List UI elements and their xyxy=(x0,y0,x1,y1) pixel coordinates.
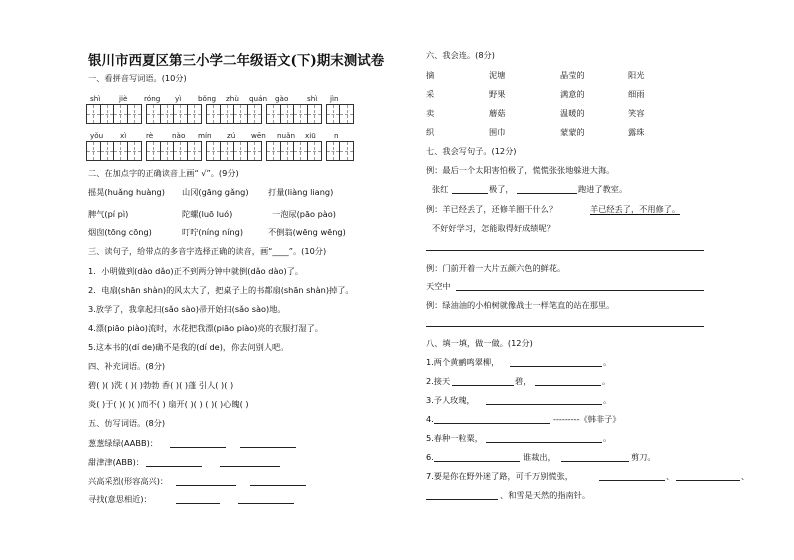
s2-item[interactable]: 脾气(pí pì) xyxy=(88,209,129,219)
pinyin-12: xì xyxy=(120,131,127,140)
match-item[interactable]: 蘑菇 xyxy=(489,108,506,118)
s7-q3-start: 天空中 xyxy=(426,281,451,291)
s7-question: 不好好学习，怎能取得好成绩呢？ xyxy=(432,223,555,233)
answer-blank[interactable] xyxy=(176,485,236,486)
section-8-heading: 八、填一填，做一做。(12分) xyxy=(426,338,533,348)
section-7-heading: 七、我会写句子。(12分) xyxy=(426,146,517,156)
pinyin-6: zhù xyxy=(226,94,239,103)
s2-item[interactable]: 摇晃(huǎng huàng) xyxy=(88,187,165,197)
writing-grid[interactable] xyxy=(146,104,202,124)
s3-sentence[interactable]: 2．电扇(shān shàn)的风太大了，把桌子上的书都扇(shān shàn)掉了。 xyxy=(88,285,354,295)
answer-blank[interactable] xyxy=(220,466,280,467)
pinyin-4: yì xyxy=(175,94,182,103)
pinyin-16: zú xyxy=(227,131,236,140)
s7-example: 例：门前开着一大片五颜六色的鲜花。 xyxy=(426,263,566,273)
answer-blank[interactable] xyxy=(426,499,498,500)
match-item[interactable]: 露珠 xyxy=(628,127,645,137)
section-5-heading: 五、仿写词语。(8分) xyxy=(88,418,166,428)
s5-label: 葱葱绿绿(AABB)： xyxy=(88,438,158,448)
s7-q1-end: 跑进了教室。 xyxy=(578,184,628,194)
pinyin-15: mín xyxy=(198,131,212,140)
s8-period: 。 xyxy=(603,395,612,405)
pinyin-9: shì xyxy=(307,94,318,103)
s8-line: 1.两个黄鹂鸣翠柳， xyxy=(426,357,500,367)
s8-period: 。 xyxy=(603,433,612,443)
answer-blank[interactable] xyxy=(452,193,488,194)
s8-line: 4. xyxy=(426,414,434,424)
section-3-heading: 三、读句子，给带点的多音字选择正确的读音，画“____”。(10分) xyxy=(88,246,327,256)
match-item[interactable]: 野果 xyxy=(489,89,506,99)
writing-grid[interactable] xyxy=(206,141,262,161)
s8-period: 。 xyxy=(602,376,611,386)
answer-blank[interactable] xyxy=(486,442,602,443)
pinyin-7: quán xyxy=(249,94,268,103)
writing-grid[interactable] xyxy=(206,104,262,124)
writing-grid[interactable] xyxy=(326,104,354,124)
answer-blank[interactable] xyxy=(240,447,296,448)
answer-blank[interactable] xyxy=(510,366,602,367)
s8-source: ---------《韩非子》 xyxy=(553,414,621,424)
answer-line[interactable] xyxy=(426,250,704,251)
section-2-heading: 二、在加点字的正确读音上画“ √”。(9分) xyxy=(88,168,239,178)
s7-q1-start: 张红 xyxy=(432,184,449,194)
s2-item[interactable]: 叮咛(níng níng) xyxy=(182,227,244,237)
s2-item[interactable]: 陀螺(luō luó) xyxy=(182,209,233,219)
answer-blank[interactable] xyxy=(434,423,550,424)
s7-example: 例：羊已经丢了，还修羊圈干什么？ xyxy=(426,204,558,214)
s3-sentence[interactable]: 1．小明做到(dào dǎo)正不到两分钟中就倒(dǎo dào)了。 xyxy=(88,266,304,276)
s8-line: 5.春种一粒粟， xyxy=(426,433,483,443)
pinyin-1: shì xyxy=(90,94,101,103)
answer-blank[interactable] xyxy=(146,466,202,467)
s2-item[interactable]: 烟囱(tōng cōng) xyxy=(88,227,152,237)
match-item[interactable]: 采 xyxy=(426,89,435,99)
answer-blank[interactable] xyxy=(517,193,577,194)
answer-blank[interactable] xyxy=(452,385,514,386)
match-item[interactable]: 泥塘 xyxy=(489,70,506,80)
answer-blank[interactable] xyxy=(250,485,306,486)
s7-example: 例：最后一个太阳害怕极了，慌慌张张地躲进大海。 xyxy=(426,165,615,175)
answer-blank[interactable] xyxy=(486,404,602,405)
s3-sentence[interactable]: 5.这本书的(dí de)确不是我的(dí de)，你去问别人吧。 xyxy=(88,342,289,352)
section-1-heading: 一、看拼音写词语。(10分) xyxy=(88,73,187,83)
pinyin-10: jìn xyxy=(330,94,339,103)
answer-line[interactable] xyxy=(426,326,704,327)
s7-example-answer: 羊已经丢了，不用修了。 xyxy=(590,204,681,214)
s7-q1-mid: 极了， xyxy=(489,184,514,194)
answer-blank[interactable] xyxy=(676,480,740,481)
writing-grid[interactable] xyxy=(326,141,354,161)
s2-item[interactable]: 一泡尿(pāo pào) xyxy=(272,209,337,219)
answer-blank[interactable] xyxy=(434,461,520,462)
s3-sentence[interactable]: 3.放学了，我拿起扫(sǎo sào)帚开始扫(sǎo sào)地。 xyxy=(88,304,286,314)
s8-line: 、和雪是天然的指南针。 xyxy=(500,490,591,500)
match-item[interactable]: 摘 xyxy=(426,70,435,80)
answer-blank[interactable] xyxy=(599,480,665,481)
pinyin-19: xiū xyxy=(305,131,316,140)
pinyin-13: rè xyxy=(146,131,154,140)
match-item[interactable]: 满意的 xyxy=(560,89,585,99)
section-6-heading: 六、我会连。(8分) xyxy=(426,50,495,60)
pinyin-18: nuǎn xyxy=(277,131,296,140)
s8-mid: 碧， xyxy=(515,376,532,386)
match-item[interactable]: 温暖的 xyxy=(560,108,585,118)
match-item[interactable]: 笑容 xyxy=(628,108,645,118)
match-item[interactable]: 阳光 xyxy=(628,70,645,80)
s2-item[interactable]: 不倒翁(wēng wēng) xyxy=(268,227,346,237)
answer-blank[interactable] xyxy=(170,447,226,448)
answer-blank[interactable] xyxy=(535,385,601,386)
pinyin-11: yǒu xyxy=(90,131,104,140)
pinyin-2: jiè xyxy=(119,94,128,103)
pinyin-8: gào xyxy=(275,94,289,103)
writing-grid[interactable] xyxy=(86,141,142,161)
pinyin-3: róng xyxy=(144,94,161,103)
match-item[interactable]: 细雨 xyxy=(628,89,645,99)
match-item[interactable]: 晶莹的 xyxy=(560,70,585,80)
pinyin-17: wēn xyxy=(251,131,266,140)
section-4-heading: 四、补充词语。(8分) xyxy=(88,361,166,371)
writing-grid[interactable] xyxy=(266,104,322,124)
writing-grid[interactable] xyxy=(86,104,142,124)
pinyin-20: n xyxy=(334,131,339,140)
match-item[interactable]: 卖 xyxy=(426,108,435,118)
s8-mid: 谁裁出， xyxy=(523,452,556,462)
s8-line: 2.接天 xyxy=(426,376,451,386)
answer-line[interactable] xyxy=(456,290,704,291)
s5-label: 寻找(意思相近)： xyxy=(88,494,152,504)
pinyin-5: bǒng xyxy=(198,94,217,103)
answer-blank[interactable] xyxy=(561,461,629,462)
s5-label: 甜津津(ABB)： xyxy=(88,457,144,467)
match-item[interactable]: 织 xyxy=(426,127,435,137)
pinyin-14: nào xyxy=(172,131,186,140)
s2-item[interactable]: 打量(liàng liang) xyxy=(268,187,334,197)
page-title: 银川市西夏区第三小学二年级语文(下)期末测试卷 xyxy=(88,53,385,69)
s8-line: 3.予人玫瑰， xyxy=(426,395,475,405)
match-item[interactable]: 围巾 xyxy=(489,127,506,137)
s2-item[interactable]: 山冈(gāng gǎng) xyxy=(182,187,249,197)
s4-line[interactable]: 炎( )于( )( )( )而不( ) 扇开( )( ) ( )( )心魄( ) xyxy=(88,399,249,409)
s4-line[interactable]: 碧( )( )洗 ( )( )勃勃 香( )( )蓬 引人( )( ) xyxy=(88,380,234,390)
s7-example: 例：绿油油的小柏树就像战士一样笔直的站在那里。 xyxy=(426,300,615,310)
answer-blank[interactable] xyxy=(176,503,220,504)
s8-tail: 剪刀。 xyxy=(631,452,656,462)
match-item[interactable]: 蒙蒙的 xyxy=(560,127,585,137)
s8-period: 。 xyxy=(603,357,612,367)
writing-grid[interactable] xyxy=(266,141,322,161)
s8-line: 7.要是你在野外迷了路，可千万别慌张， xyxy=(426,471,573,481)
s8-line: 6. xyxy=(426,452,434,462)
s5-label: 兴高采烈(形容高兴)： xyxy=(88,476,169,486)
writing-grid[interactable] xyxy=(146,141,202,161)
answer-blank[interactable] xyxy=(238,503,294,504)
s3-sentence[interactable]: 4.漂(piāo piào)流时，水花把我漂(piāo piào)亮的衣服打湿了。 xyxy=(88,323,323,333)
